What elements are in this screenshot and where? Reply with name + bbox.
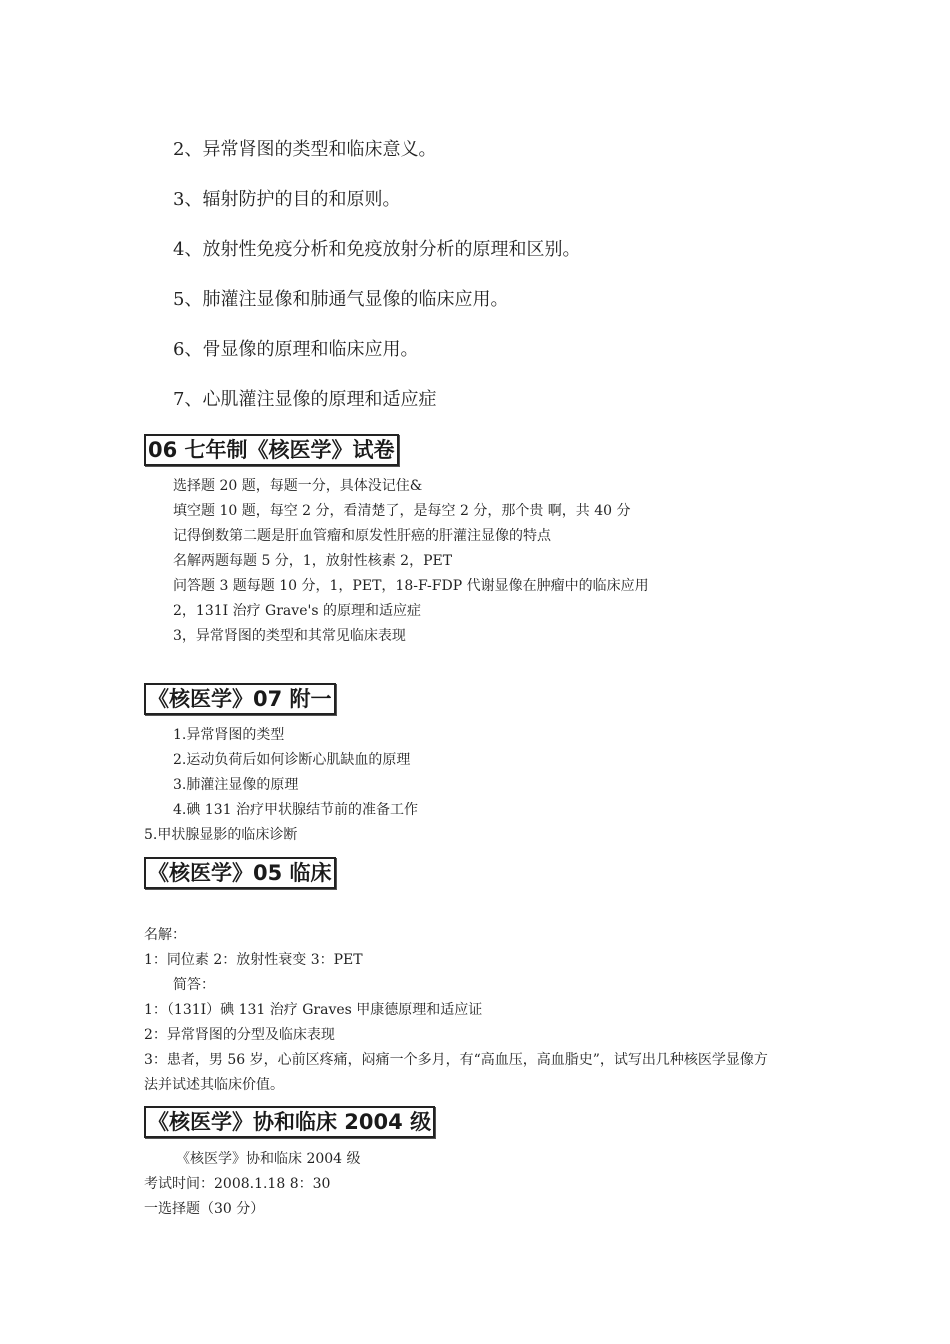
- section1-line: 填空题 10 题，每空 2 分，看清楚了，是每空 2 分，那个贵 啊，共 40 分: [173, 503, 631, 519]
- section1-line: 选择题 20 题，每题一分，具体没记住&: [173, 478, 423, 494]
- question-6: 6、骨显像的原理和临床应用。: [173, 339, 419, 360]
- section-heading-07-fuyi: 《核医学》07 附一: [144, 683, 336, 715]
- section2-line: 2.运动负荷后如何诊断心肌缺血的原理: [173, 752, 411, 768]
- section1-line: 问答题 3 题每题 10 分，1，PET，18-F-FDP 代谢显像在肿瘤中的临床应用: [173, 578, 649, 594]
- section2-line: 4.碘 131 治疗甲状腺结节前的准备工作: [173, 802, 418, 818]
- question-7: 7、心肌灌注显像的原理和适应症: [173, 389, 437, 410]
- section1-line: 3，异常肾图的类型和其常见临床表现: [173, 628, 406, 644]
- section1-line: 记得倒数第二题是肝血管瘤和原发性肝癌的肝灌注显像的特点: [173, 528, 551, 544]
- section-heading-06-seven-year: 06 七年制《核医学》试卷: [144, 434, 399, 466]
- section3-line: 简答：: [173, 977, 215, 993]
- question-2: 2、异常肾图的类型和临床意义。: [173, 139, 437, 160]
- question-4: 4、放射性免疫分析和免疫放射分析的原理和区别。: [173, 239, 581, 260]
- section4-line: 考试时间：2008.1.18 8：30: [144, 1176, 331, 1192]
- section3-line: 3：患者，男 56 岁，心前区疼痛，闷痛一个多月，有“高血压，高血脂史”，试写出几种核医学显像方: [144, 1052, 768, 1068]
- section3-line: 1：（131I）碘 131 治疗 Graves 甲康德原理和适应证: [144, 1002, 483, 1018]
- section2-line: 1.异常肾图的类型: [173, 727, 285, 743]
- section4-line: 一选择题（30 分）: [144, 1201, 265, 1217]
- question-5: 5、肺灌注显像和肺通气显像的临床应用。: [173, 289, 509, 310]
- question-3: 3、辐射防护的目的和原则。: [173, 189, 401, 210]
- section-heading-xiehe-2004: 《核医学》协和临床 2004 级: [144, 1106, 435, 1138]
- section4-line: 《核医学》协和临床 2004 级: [176, 1151, 361, 1167]
- section3-line: 法并试述其临床价值。: [144, 1077, 284, 1093]
- section-heading-05-clinical: 《核医学》05 临床: [144, 857, 336, 889]
- section2-line: 3.肺灌注显像的原理: [173, 777, 299, 793]
- section3-line: 2：异常肾图的分型及临床表现: [144, 1027, 335, 1043]
- section1-line: 2，131I 治疗 Grave's 的原理和适应症: [173, 603, 421, 619]
- section2-line: 5.甲状腺显影的临床诊断: [144, 827, 298, 843]
- section1-line: 名解两题每题 5 分，1，放射性核素 2，PET: [173, 553, 453, 569]
- section3-line: 名解：: [144, 927, 186, 943]
- section3-line: 1：同位素 2：放射性衰变 3：PET: [144, 952, 363, 968]
